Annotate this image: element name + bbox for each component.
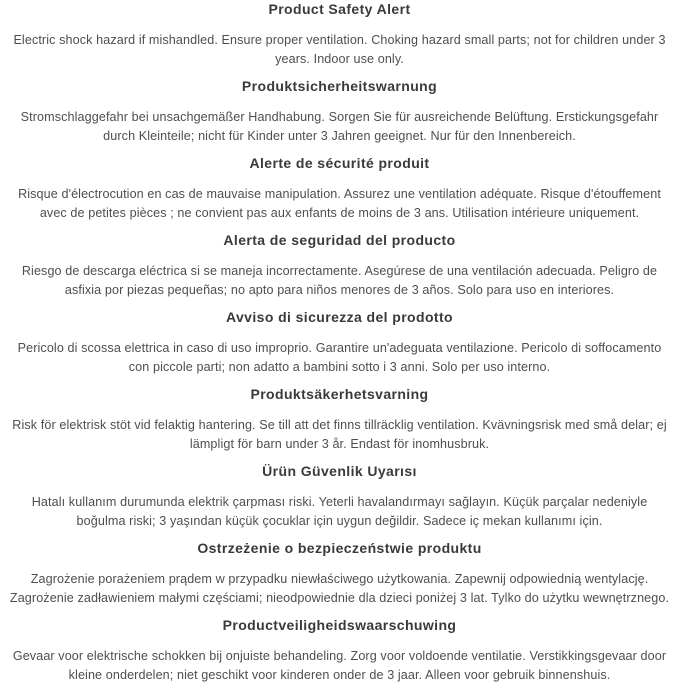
section-heading-german: Produktsicherheitswarnung [241,78,438,94]
section-body-german: Stromschlaggefahr bei unsachgemäßer Handhabung. Sorgen Sie für ausreichende Belüftung. Erstickungsgefahr durch Kleinteile; nicht für Kinder unter 3 Jahren geeignet. Nur für den Innenbereich. [20,110,659,143]
section-heading-italian: Avviso di sicurezza del prodotto [226,309,453,325]
section-heading-turkish: Ürün Güvenlik Uyarısı [262,463,417,479]
section-body-polish: Zagrożenie porażeniem prądem w przypadku niewłaściwego użytkowania. Zapewnij odpowiednią wentylację. Zagrożenie zadławieniem małymi częściami; nieodpowiednie dla dzieci poniżej 3 lat. Tylko do użytku wewnętrznego. [9,572,670,605]
section-heading-dutch: Productveiligheidswaarschuwing [222,617,457,633]
section-body-french: Risque d'électrocution en cas de mauvaise manipulation. Assurez une ventilation adéquate. Risque d'étouffement avec de petites pièces ; ne convient pas aux enfants de moins de 3 ans. Utilisation intérieure uniquement. [18,187,661,220]
section-dutch [6,618,673,685]
section-spanish [6,233,673,300]
section-body-spanish: Riesgo de descarga eléctrica si se maneja incorrectamente. Asegúrese de una ventilación adecuada. Peligro de asfixia por piezas pequeñas; no apto para niños menores de 3 años. Solo para uso en interiores. [21,264,658,297]
section-german [6,79,673,146]
section-heading-english: Product Safety Alert [268,1,411,17]
section-french [6,156,673,223]
section-body-dutch: Gevaar voor elektrische schokken bij onjuiste behandeling. Zorg voor voldoende ventilatie. Verstikkingsgevaar door kleine onderdelen; niet geschikt voor kinderen onder de 3 jaar. Alleen voor gebruik binnenshuis. [12,649,667,682]
section-body-swedish: Risk för elektrisk stöt vid felaktig hantering. Se till att det finns tillräcklig ventilation. Kvävningsrisk med små delar; ej lämpligt för barn under 3 år. Endast för inomhusbruk. [12,418,667,451]
section-heading-french: Alerte de sécurité produit [249,155,430,171]
section-heading-swedish: Produktsäkerhetsvarning [250,386,429,402]
section-polish [6,541,673,608]
section-italian [6,310,673,377]
section-turkish [6,464,673,531]
section-english [6,2,673,69]
section-body-turkish: Hatalı kullanım durumunda elektrik çarpması riski. Yeterli havalandırmayı sağlayın. Küçük parçalar nedeniyle boğulma riski; 3 yaşından küçük çocuklar için uygun değildir. Sadece iç mekan kullanımı için. [31,495,648,528]
section-swedish [6,387,673,454]
section-body-italian: Pericolo di scossa elettrica in caso di uso improprio. Garantire un'adeguata ventilazione. Pericolo di soffocamento con piccole parti; non adatto a bambini sotto i 3 anni. Solo per uso interno. [17,341,662,374]
section-body-english: Electric shock hazard if mishandled. Ensure proper ventilation. Choking hazard small parts; not for children under 3 years. Indoor use only. [13,33,666,66]
section-heading-spanish: Alerta de seguridad del producto [223,232,456,248]
section-heading-polish: Ostrzeżenie o bezpieczeństwie produktu [197,540,482,556]
